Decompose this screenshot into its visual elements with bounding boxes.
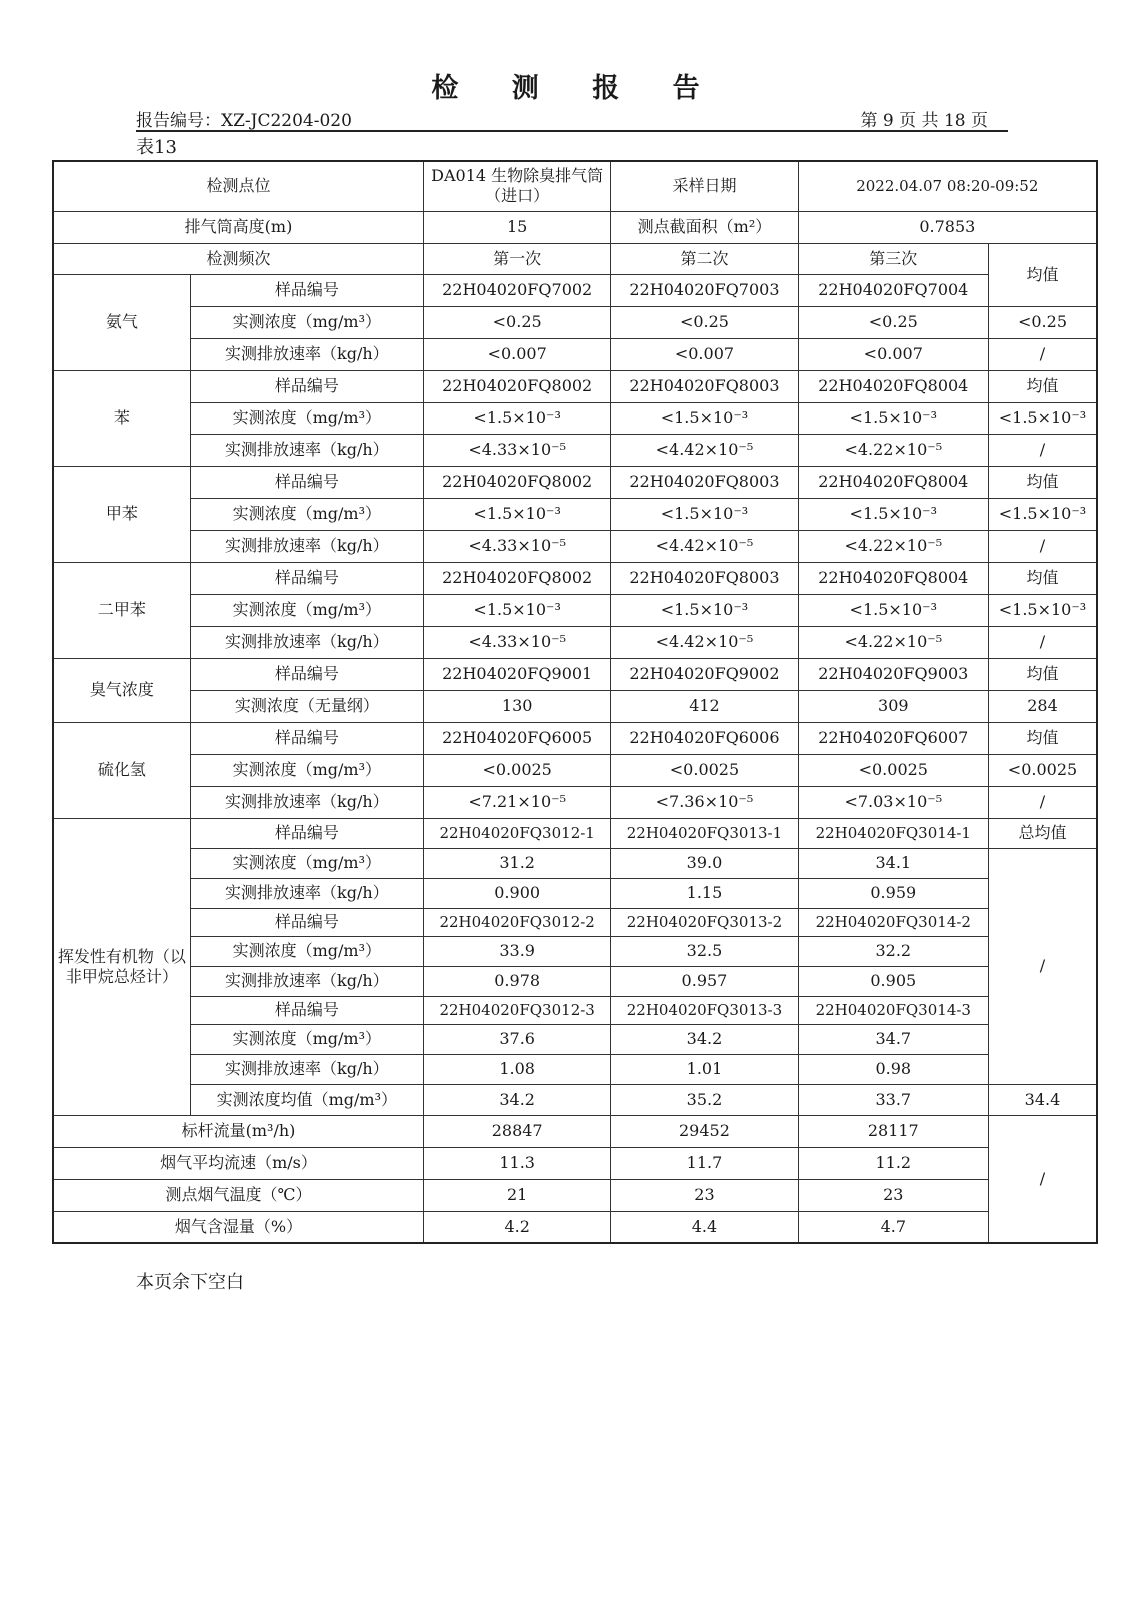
- value-cell: 0.959: [798, 878, 988, 908]
- freq-header: 第三次: [798, 243, 988, 274]
- value-cell: 22H04020FQ3012-1: [424, 818, 611, 848]
- row-label: 实测浓度（mg/m³）: [190, 402, 423, 434]
- table-row: [53, 690, 1097, 722]
- row-label: 烟气含湿量（%）: [53, 1211, 424, 1243]
- row-label: 样品编号: [190, 996, 423, 1024]
- avg-cell: <1.5×10⁻³: [988, 498, 1097, 530]
- value-cell: 22H04020FQ6007: [798, 722, 988, 754]
- table-row: [53, 594, 1097, 626]
- report-number: 报告编号：XZ-JC2204-020: [136, 111, 352, 131]
- value-cell: <4.33×10⁻⁵: [424, 530, 611, 562]
- row-label: 实测浓度（无量纲）: [190, 690, 423, 722]
- table-row: [53, 878, 1097, 908]
- avg-cell: 均值: [988, 658, 1097, 690]
- value-cell: 22H04020FQ3012-3: [424, 996, 611, 1024]
- table-row: [53, 1211, 1097, 1243]
- value-cell: 22H04020FQ8003: [611, 466, 798, 498]
- row-label: 实测浓度均值（mg/m³）: [190, 1084, 423, 1115]
- avg-cell: <0.25: [988, 306, 1097, 338]
- value-cell: <1.5×10⁻³: [424, 402, 611, 434]
- value-cell: 22H04020FQ8002: [424, 562, 611, 594]
- avg-cell: /: [988, 434, 1097, 466]
- value-cell: 37.6: [424, 1024, 611, 1054]
- value-cell: 22H04020FQ9002: [611, 658, 798, 690]
- value-cell: 22H04020FQ3013-3: [611, 996, 798, 1024]
- row-label: 测点烟气温度（℃）: [53, 1179, 424, 1211]
- value-cell: 22H04020FQ6005: [424, 722, 611, 754]
- value-cell: 32.2: [798, 936, 988, 966]
- pollutant-name: 臭气浓度: [53, 658, 190, 722]
- row-label: 实测排放速率（kg/h）: [190, 786, 423, 818]
- value-cell: 0.900: [424, 878, 611, 908]
- value-cell: <0.0025: [611, 754, 798, 786]
- value-cell: <0.25: [424, 306, 611, 338]
- row-label: 实测浓度（mg/m³）: [190, 594, 423, 626]
- value-cell: 22H04020FQ3014-1: [798, 818, 988, 848]
- row-label: 实测排放速率（kg/h）: [190, 626, 423, 658]
- table-row: [53, 530, 1097, 562]
- table-row: [53, 818, 1097, 848]
- value-cell: 309: [798, 690, 988, 722]
- value-cell: <1.5×10⁻³: [611, 498, 798, 530]
- table-row: [53, 434, 1097, 466]
- value-cell: 22H04020FQ9001: [424, 658, 611, 690]
- value-cell: 29452: [611, 1115, 798, 1147]
- value-cell: <0.007: [424, 338, 611, 370]
- value-cell: 23: [611, 1179, 798, 1211]
- value-cell: <4.42×10⁻⁵: [611, 626, 798, 658]
- value-cell: <4.22×10⁻⁵: [798, 434, 988, 466]
- footer-note: 本页余下空白: [136, 1272, 244, 1293]
- value-cell: 34.2: [424, 1084, 611, 1115]
- avg-cell: /: [988, 848, 1097, 1084]
- table-row: [53, 1115, 1097, 1147]
- value-cell: <0.0025: [798, 754, 988, 786]
- table-row: [53, 658, 1097, 690]
- table-label: 表13: [136, 137, 177, 158]
- row-label: 实测排放速率（kg/h）: [190, 434, 423, 466]
- table-row: [53, 626, 1097, 658]
- table-row: [53, 562, 1097, 594]
- value-cell: 22H04020FQ3014-2: [798, 908, 988, 936]
- value-cell: 34.2: [611, 1024, 798, 1054]
- avg-cell: /: [988, 338, 1097, 370]
- value-cell: <7.21×10⁻⁵: [424, 786, 611, 818]
- avg-cell: 均值: [988, 722, 1097, 754]
- value-cell: 28847: [424, 1115, 611, 1147]
- value-cell: 22H04020FQ8003: [611, 562, 798, 594]
- area-value: 0.7853: [798, 211, 1097, 243]
- value-cell: <0.25: [611, 306, 798, 338]
- point-value: DA014 生物除臭排气筒（进口）: [424, 161, 611, 211]
- value-cell: 35.2: [611, 1084, 798, 1115]
- table-row: [53, 370, 1097, 402]
- avg-cell: 均值: [988, 562, 1097, 594]
- value-cell: <1.5×10⁻³: [611, 594, 798, 626]
- value-cell: <4.33×10⁻⁵: [424, 434, 611, 466]
- value-cell: 22H04020FQ8004: [798, 562, 988, 594]
- results-table: [52, 160, 1098, 1244]
- value-cell: <4.22×10⁻⁵: [798, 530, 988, 562]
- row-label: 实测排放速率（kg/h）: [190, 1054, 423, 1084]
- value-cell: <1.5×10⁻³: [424, 594, 611, 626]
- value-cell: <1.5×10⁻³: [798, 594, 988, 626]
- value-cell: <7.03×10⁻⁵: [798, 786, 988, 818]
- row-label: 标杆流量(m³/h): [53, 1115, 424, 1147]
- avg-cell: 均值: [988, 370, 1097, 402]
- table-row: [53, 722, 1097, 754]
- table-row: [53, 966, 1097, 996]
- value-cell: 11.7: [611, 1147, 798, 1179]
- table-row: [53, 338, 1097, 370]
- table-row: [53, 908, 1097, 936]
- avg-cell: /: [988, 530, 1097, 562]
- avg-cell: /: [988, 786, 1097, 818]
- date-value: 2022.04.07 08:20-09:52: [798, 161, 1097, 211]
- row-label: 实测排放速率（kg/h）: [190, 966, 423, 996]
- value-cell: 0.905: [798, 966, 988, 996]
- table-row: [53, 996, 1097, 1024]
- value-cell: 32.5: [611, 936, 798, 966]
- avg-cell: /: [988, 626, 1097, 658]
- point-label: 检测点位: [53, 161, 424, 211]
- height-label: 排气筒高度(m): [53, 211, 424, 243]
- row-label: 实测排放速率（kg/h）: [190, 338, 423, 370]
- value-cell: 4.4: [611, 1211, 798, 1243]
- table-row: [53, 754, 1097, 786]
- pollutant-name: 二甲苯: [53, 562, 190, 658]
- value-cell: 22H04020FQ3014-3: [798, 996, 988, 1024]
- table-row: [53, 1147, 1097, 1179]
- value-cell: 1.15: [611, 878, 798, 908]
- value-cell: 22H04020FQ3012-2: [424, 908, 611, 936]
- table-row: [53, 466, 1097, 498]
- pollutant-name: 甲苯: [53, 466, 190, 562]
- value-cell: 22H04020FQ8003: [611, 370, 798, 402]
- avg-cell: /: [988, 1115, 1097, 1243]
- table-row: [53, 786, 1097, 818]
- value-cell: 23: [798, 1179, 988, 1211]
- table-row: [53, 1054, 1097, 1084]
- row-label: 样品编号: [190, 722, 423, 754]
- row-label: 样品编号: [190, 466, 423, 498]
- avg-cell: <1.5×10⁻³: [988, 402, 1097, 434]
- table-row: [53, 306, 1097, 338]
- row-label: 样品编号: [190, 274, 423, 306]
- value-cell: 130: [424, 690, 611, 722]
- value-cell: 21: [424, 1179, 611, 1211]
- value-cell: 22H04020FQ9003: [798, 658, 988, 690]
- row-label: 实测排放速率（kg/h）: [190, 878, 423, 908]
- pollutant-name: 氨气: [53, 274, 190, 370]
- value-cell: 11.2: [798, 1147, 988, 1179]
- table-row: [53, 1024, 1097, 1054]
- table-row: [53, 274, 1097, 306]
- row-label: 样品编号: [190, 562, 423, 594]
- value-cell: 39.0: [611, 848, 798, 878]
- value-cell: 22H04020FQ8004: [798, 466, 988, 498]
- row-label: 实测浓度（mg/m³）: [190, 306, 423, 338]
- value-cell: 22H04020FQ3013-2: [611, 908, 798, 936]
- report-header: [136, 104, 1008, 132]
- row-label: 实测浓度（mg/m³）: [190, 848, 423, 878]
- table-row: [53, 243, 1097, 274]
- avg-cell: 284: [988, 690, 1097, 722]
- value-cell: 33.9: [424, 936, 611, 966]
- value-cell: <7.36×10⁻⁵: [611, 786, 798, 818]
- value-cell: <4.22×10⁻⁵: [798, 626, 988, 658]
- row-label: 实测浓度（mg/m³）: [190, 936, 423, 966]
- value-cell: 28117: [798, 1115, 988, 1147]
- pollutant-name: 苯: [53, 370, 190, 466]
- value-cell: 4.7: [798, 1211, 988, 1243]
- date-label: 采样日期: [611, 161, 798, 211]
- row-label: 烟气平均流速（m/s）: [53, 1147, 424, 1179]
- value-cell: <1.5×10⁻³: [798, 402, 988, 434]
- table-row: [53, 1179, 1097, 1211]
- value-cell: <4.42×10⁻⁵: [611, 434, 798, 466]
- value-cell: <1.5×10⁻³: [424, 498, 611, 530]
- value-cell: <1.5×10⁻³: [611, 402, 798, 434]
- table-row: [53, 1084, 1097, 1115]
- avg-header: 均值: [988, 243, 1097, 306]
- freq-header: 第二次: [611, 243, 798, 274]
- row-label: 实测浓度（mg/m³）: [190, 498, 423, 530]
- table-row: [53, 498, 1097, 530]
- value-cell: 4.2: [424, 1211, 611, 1243]
- report-title: 检 测 报 告: [431, 73, 722, 104]
- value-cell: <4.42×10⁻⁵: [611, 530, 798, 562]
- height-value: 15: [424, 211, 611, 243]
- value-cell: 0.98: [798, 1054, 988, 1084]
- freq-label: 检测频次: [53, 243, 424, 274]
- row-label: 样品编号: [190, 370, 423, 402]
- value-cell: 22H04020FQ7003: [611, 274, 798, 306]
- value-cell: 22H04020FQ8002: [424, 466, 611, 498]
- freq-header: 第一次: [424, 243, 611, 274]
- area-label: 测点截面积（m²）: [611, 211, 798, 243]
- value-cell: 22H04020FQ8004: [798, 370, 988, 402]
- value-cell: <0.007: [611, 338, 798, 370]
- value-cell: <0.25: [798, 306, 988, 338]
- table-row: [53, 161, 1097, 211]
- value-cell: 0.957: [611, 966, 798, 996]
- value-cell: <1.5×10⁻³: [798, 498, 988, 530]
- avg-header: 总均值: [988, 818, 1097, 848]
- row-label: 样品编号: [190, 818, 423, 848]
- avg-cell: 34.4: [988, 1084, 1097, 1115]
- avg-cell: <0.0025: [988, 754, 1097, 786]
- value-cell: 0.978: [424, 966, 611, 996]
- value-cell: 22H04020FQ7004: [798, 274, 988, 306]
- table-row: [53, 402, 1097, 434]
- row-label: 实测排放速率（kg/h）: [190, 530, 423, 562]
- row-label: 实测浓度（mg/m³）: [190, 1024, 423, 1054]
- value-cell: 22H04020FQ7002: [424, 274, 611, 306]
- value-cell: <0.007: [798, 338, 988, 370]
- value-cell: 1.01: [611, 1054, 798, 1084]
- value-cell: 22H04020FQ3013-1: [611, 818, 798, 848]
- pollutant-name: 挥发性有机物（以非甲烷总烃计）: [53, 818, 190, 1115]
- value-cell: <0.0025: [424, 754, 611, 786]
- value-cell: 34.7: [798, 1024, 988, 1054]
- value-cell: 22H04020FQ6006: [611, 722, 798, 754]
- row-label: 实测浓度（mg/m³）: [190, 754, 423, 786]
- table-row: [53, 211, 1097, 243]
- table-row: [53, 848, 1097, 878]
- pollutant-name: 硫化氢: [53, 722, 190, 818]
- value-cell: 11.3: [424, 1147, 611, 1179]
- row-label: 样品编号: [190, 908, 423, 936]
- avg-cell: 均值: [988, 466, 1097, 498]
- value-cell: 22H04020FQ8002: [424, 370, 611, 402]
- row-label: 样品编号: [190, 658, 423, 690]
- value-cell: 412: [611, 690, 798, 722]
- page-info: 第 9 页 共 18 页: [860, 111, 988, 131]
- value-cell: <4.33×10⁻⁵: [424, 626, 611, 658]
- value-cell: 34.1: [798, 848, 988, 878]
- avg-cell: <1.5×10⁻³: [988, 594, 1097, 626]
- table-row: [53, 936, 1097, 966]
- value-cell: 31.2: [424, 848, 611, 878]
- value-cell: 33.7: [798, 1084, 988, 1115]
- value-cell: 1.08: [424, 1054, 611, 1084]
